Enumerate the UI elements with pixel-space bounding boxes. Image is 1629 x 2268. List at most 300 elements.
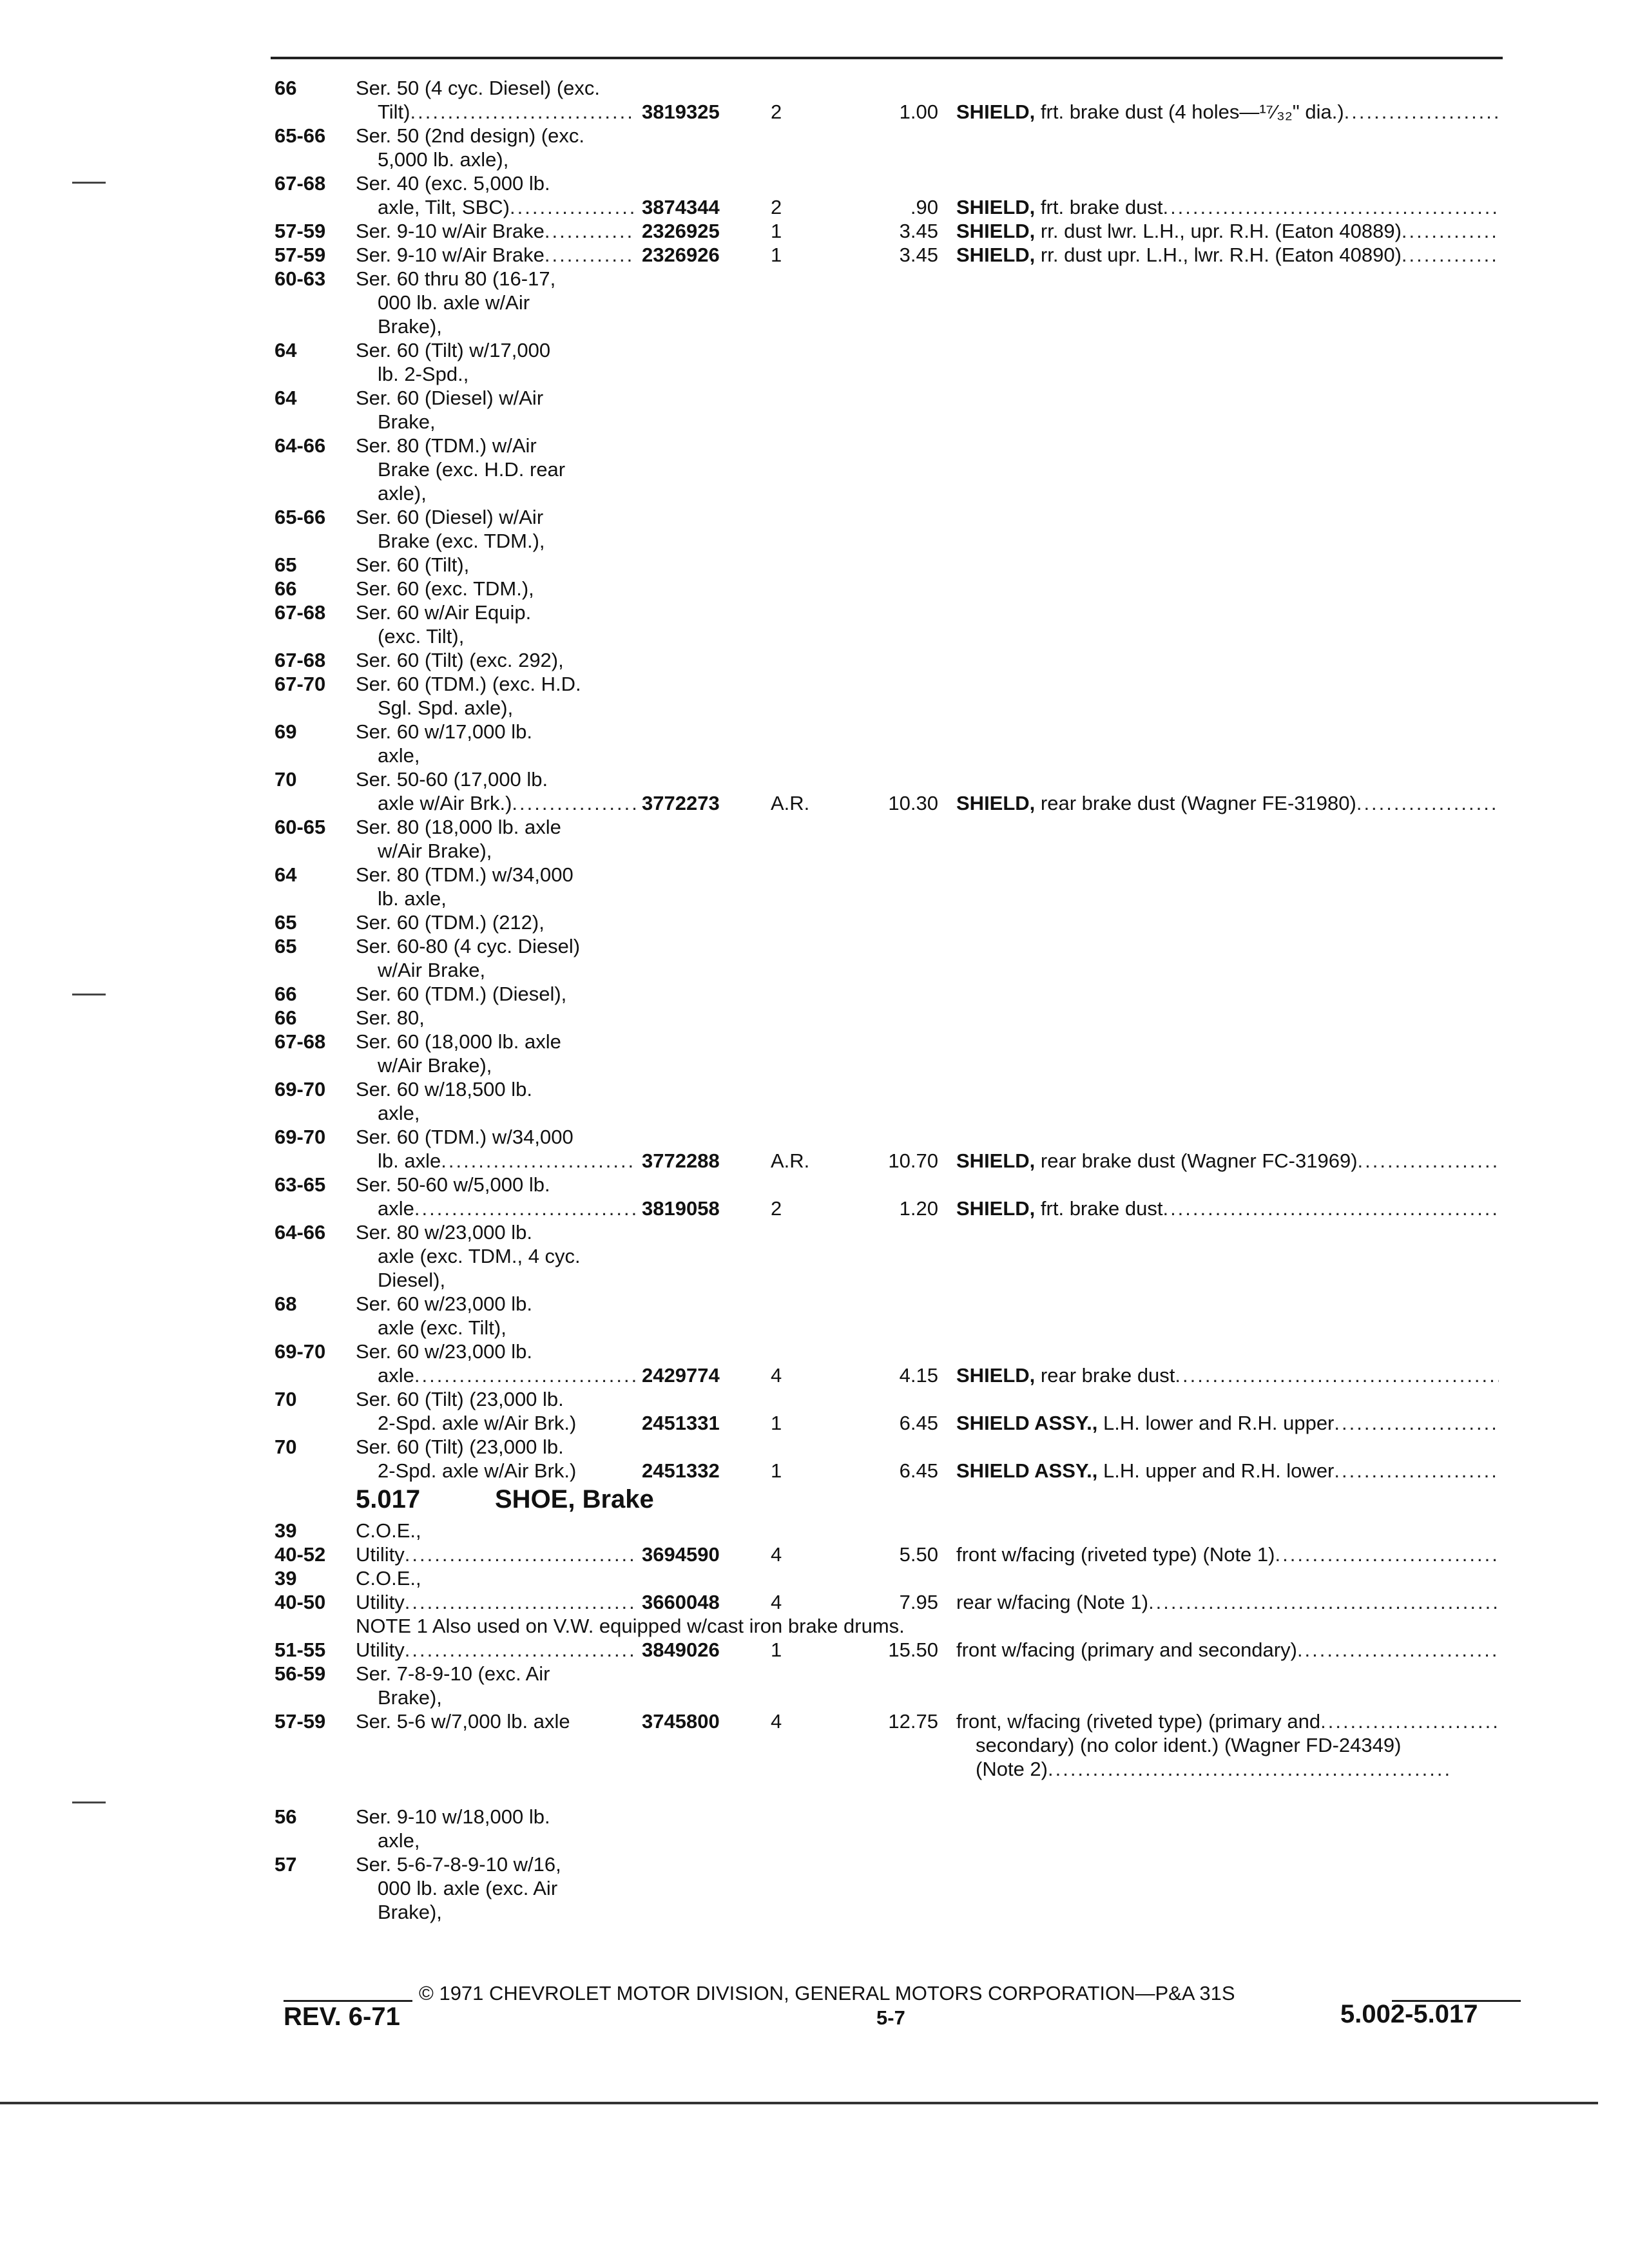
table-row [275, 1125, 1518, 1149]
application-description [356, 863, 574, 887]
leader-dots [414, 1363, 635, 1387]
table-row [275, 1006, 1518, 1030]
application-description [356, 434, 537, 457]
application-description [356, 1077, 532, 1101]
table-row [275, 744, 1518, 767]
leader-dots [1162, 1196, 1499, 1220]
table-row [275, 958, 1518, 982]
application-description [356, 982, 566, 1006]
model-year: 60-63 [275, 267, 326, 290]
application-description [378, 1876, 557, 1900]
price: 4.15 [899, 1364, 938, 1387]
table-row [275, 1876, 1518, 1900]
application-text: C.O.E., [356, 1519, 421, 1542]
application-description [378, 744, 419, 767]
application-description [378, 1244, 581, 1268]
table-row [275, 76, 1518, 100]
table-row [275, 1566, 1518, 1590]
application-text: Ser. 9-10 w/Air Brake [356, 244, 545, 266]
application-text: Ser. 60 (Diesel) w/Air [356, 506, 544, 528]
application-description [378, 887, 447, 910]
application-description [356, 76, 600, 100]
table-row [275, 1686, 1518, 1709]
application-description [356, 1662, 550, 1686]
application-text: Ser. 60 w/Air Equip. [356, 601, 532, 624]
application-text: Brake), [378, 1686, 442, 1709]
application-text: Ser. 80 (18,000 lb. axle [356, 816, 561, 838]
application-text: Ser. 40 (exc. 5,000 lb. [356, 172, 550, 195]
application-description [356, 1292, 532, 1316]
leader-dots [405, 1542, 635, 1566]
price: 1.00 [899, 101, 938, 123]
application-text: 000 lb. axle (exc. Air [378, 1877, 558, 1899]
application-text: Ser. 7-8-9-10 (exc. Air [356, 1662, 550, 1685]
leader-dots [1148, 1590, 1499, 1614]
table-row [275, 1852, 1518, 1876]
model-year: 67-68 [275, 1030, 326, 1053]
price: 6.45 [899, 1459, 938, 1482]
part-name: SHIELD, [956, 220, 1036, 242]
bottom-rule [0, 2102, 1598, 2104]
quantity: 4 [771, 1591, 782, 1613]
application-description [356, 267, 555, 291]
leader-dots [1162, 195, 1499, 219]
table-row [275, 910, 1518, 934]
application-text: Ser. 60 (Tilt) (exc. 292), [356, 649, 564, 671]
application-text: Ser. 60 w/17,000 lb. [356, 720, 533, 743]
part-detail: rear brake dust (Wagner FE-31980) [1040, 792, 1356, 814]
leader-dots [1402, 243, 1499, 267]
application-text: Brake), [378, 1901, 442, 1923]
application-description [356, 1030, 561, 1053]
model-year: 70 [275, 1388, 297, 1410]
table-row [275, 863, 1518, 887]
model-year: 67-68 [275, 172, 326, 195]
application-description [356, 243, 635, 267]
application-description [356, 171, 550, 195]
table-row [275, 410, 1518, 434]
model-year: 65-66 [275, 506, 326, 528]
application-description [378, 1459, 576, 1483]
model-year: 65 [275, 553, 297, 576]
table-row [275, 1662, 1518, 1686]
table-row [275, 1519, 1518, 1542]
quantity: 2 [771, 1197, 782, 1220]
leader-dots [512, 791, 635, 815]
table-row [275, 481, 1518, 505]
table-row [275, 1411, 1518, 1435]
part-number: 3819058 [642, 1197, 720, 1220]
leader-dots [1402, 219, 1499, 243]
application-text: lb. 2-Spd., [378, 363, 469, 385]
part-detail: frt. brake dust [1040, 196, 1163, 218]
part-number: 2451331 [642, 1412, 720, 1434]
model-year: 69-70 [275, 1078, 326, 1100]
application-text: Utility [356, 1591, 405, 1613]
application-text: 2-Spd. axle w/Air Brk.) [378, 1459, 577, 1482]
application-description [378, 839, 492, 863]
part-number: 3772273 [642, 792, 720, 814]
section-range: 5.002-5.017 [1340, 2000, 1478, 2028]
part-detail: rear brake dust [1040, 1364, 1175, 1387]
table-row [275, 1459, 1518, 1483]
part-description [956, 1709, 1499, 1733]
part-detail: secondary) (no color ident.) (Wagner FD-24349) [976, 1734, 1402, 1756]
application-description [356, 720, 532, 744]
application-description [378, 481, 427, 505]
application-text: axle (exc. TDM., 4 cyc. [378, 1245, 581, 1267]
application-description [356, 767, 548, 791]
application-text: Brake), [378, 315, 442, 338]
application-description [356, 553, 469, 577]
revision-label: REV. 6-71 [284, 2003, 400, 2031]
application-description [378, 457, 565, 481]
application-text: Ser. 50-60 w/5,000 lb. [356, 1173, 550, 1196]
model-year: 57-59 [275, 220, 326, 242]
application-text: Brake, [378, 410, 436, 433]
margin-mark [72, 994, 106, 995]
quantity: 4 [771, 1543, 782, 1566]
table-row [275, 648, 1518, 672]
leader-dots [405, 1590, 635, 1614]
table-row [275, 505, 1518, 529]
price: 10.30 [888, 792, 938, 814]
section-heading [275, 1483, 1518, 1519]
application-description [356, 1173, 550, 1196]
table-row [275, 791, 1518, 815]
part-description [956, 243, 1499, 267]
part-detail: L.H. lower and R.H. upper [1103, 1412, 1335, 1434]
table-row [275, 1387, 1518, 1411]
application-text: Ser. 60 (TDM.) (212), [356, 911, 545, 934]
application-description [356, 601, 531, 624]
application-text: axle [378, 1197, 414, 1220]
table-row [275, 291, 1518, 314]
part-name: SHIELD, [956, 1197, 1036, 1220]
table-row [275, 767, 1518, 791]
copyright-text: © 1971 CHEVROLET MOTOR DIVISION, GENERAL MOTORS CORPORATION—P&A 31S [419, 1982, 1235, 2004]
price: 15.50 [888, 1639, 938, 1661]
application-description [378, 1196, 635, 1220]
top-rule [271, 57, 1503, 59]
leader-dots [1175, 1363, 1499, 1387]
application-text: Ser. 9-10 w/Air Brake [356, 220, 545, 242]
table-row [275, 1030, 1518, 1053]
quantity: 1 [771, 1459, 782, 1482]
part-detail: L.H. upper and R.H. lower [1103, 1459, 1335, 1482]
leader-dots [441, 1149, 635, 1173]
table-row [275, 1220, 1518, 1244]
quantity: 4 [771, 1710, 782, 1733]
table-row [275, 696, 1518, 720]
application-description [356, 1006, 425, 1030]
application-text: Ser. 60 w/18,500 lb. [356, 1078, 533, 1100]
price: 12.75 [888, 1710, 938, 1733]
model-year: 63-65 [275, 1173, 326, 1196]
leader-dots [1356, 791, 1499, 815]
part-detail: rear w/facing (Note 1) [956, 1591, 1149, 1613]
application-text: axle, [378, 744, 420, 767]
application-text: 000 lb. axle w/Air [378, 291, 530, 314]
application-description [356, 1852, 561, 1876]
application-description [378, 1411, 576, 1435]
application-text: Ser. 60 (18,000 lb. axle [356, 1030, 561, 1053]
part-detail: (Note 2) [976, 1758, 1048, 1780]
application-description [356, 1340, 532, 1363]
table-row [275, 267, 1518, 291]
table-row [275, 1196, 1518, 1220]
part-number: 2429774 [642, 1364, 720, 1387]
application-description [378, 1268, 445, 1292]
application-description [356, 124, 584, 148]
model-year: 64-66 [275, 434, 326, 457]
application-text: w/Air Brake), [378, 840, 492, 862]
table-row [275, 529, 1518, 553]
table-row [275, 195, 1518, 219]
table-row [275, 386, 1518, 410]
model-year: 67-68 [275, 601, 326, 624]
part-detail: rear brake dust (Wagner FC-31969) [1040, 1149, 1358, 1172]
application-text: Ser. 60 (Diesel) w/Air [356, 387, 544, 409]
application-description [378, 195, 635, 219]
table-row [275, 1292, 1518, 1316]
application-text: Ser. 60 w/23,000 lb. [356, 1340, 533, 1363]
part-number: 3772288 [642, 1149, 720, 1172]
part-description [956, 1638, 1499, 1662]
model-year: 64-66 [275, 1221, 326, 1244]
part-description [956, 1590, 1499, 1614]
part-description [956, 1149, 1499, 1173]
table-row [275, 457, 1518, 481]
table-row [275, 434, 1518, 457]
part-description [956, 195, 1499, 219]
application-text: lb. axle, [378, 887, 447, 910]
table-row [275, 839, 1518, 863]
table-row [275, 1781, 1518, 1805]
footer-copyright-line [284, 1982, 1521, 2008]
application-description [356, 648, 564, 672]
model-year: 70 [275, 1436, 297, 1458]
price: 3.45 [899, 244, 938, 266]
model-year: 66 [275, 77, 297, 99]
leader-dots [510, 195, 635, 219]
leader-dots [1048, 1757, 1499, 1781]
table-row [275, 1101, 1518, 1125]
application-text: Ser. 80 (TDM.) w/Air [356, 434, 537, 457]
leader-dots [1344, 100, 1499, 124]
table-row [275, 1173, 1518, 1196]
application-description [356, 1125, 574, 1149]
application-text: axle, [378, 1102, 420, 1124]
application-text: Diesel), [378, 1269, 446, 1291]
application-description [378, 791, 635, 815]
model-year: 39 [275, 1567, 297, 1590]
leader-dots [1297, 1638, 1499, 1662]
application-text: Ser. 60 (Tilt) (23,000 lb. [356, 1436, 564, 1458]
leader-dots [405, 1638, 635, 1662]
part-number: 3874344 [642, 196, 720, 218]
model-year: 65-66 [275, 124, 326, 147]
part-description [956, 1542, 1499, 1566]
application-text: Ser. 50 (4 cyc. Diesel) (exc. [356, 77, 601, 99]
table-row [275, 887, 1518, 910]
model-year: 56 [275, 1805, 297, 1828]
application-description [378, 958, 485, 982]
application-text: Utility [356, 1543, 405, 1566]
table-row [275, 1805, 1518, 1829]
price: 1.20 [899, 1197, 938, 1220]
model-year: 39 [275, 1519, 297, 1542]
table-row [275, 1709, 1518, 1733]
model-year: 57 [275, 1853, 297, 1876]
part-number: 3694590 [642, 1543, 720, 1566]
part-name: SHIELD, [956, 792, 1036, 814]
price: 7.95 [899, 1591, 938, 1613]
application-text: Ser. 60 (TDM.) (Diesel), [356, 983, 567, 1005]
application-description [378, 1149, 635, 1173]
application-description [378, 410, 436, 434]
table-row [275, 338, 1518, 362]
section-number: 5.017 [356, 1485, 421, 1514]
leader-dots [545, 243, 635, 267]
application-description [356, 1220, 532, 1244]
part-name: SHIELD ASSY., [956, 1459, 1098, 1482]
model-year: 40-50 [275, 1591, 326, 1613]
part-number: 2326925 [642, 220, 720, 242]
application-description [378, 1316, 506, 1340]
application-description [356, 815, 561, 839]
part-description [956, 791, 1499, 815]
application-description [356, 1435, 564, 1459]
table-row [275, 624, 1518, 648]
application-text: Ser. 60 thru 80 (16-17, [356, 267, 556, 290]
application-description [356, 1542, 635, 1566]
table-row [275, 148, 1518, 171]
table-row [275, 577, 1518, 601]
price: 3.45 [899, 220, 938, 242]
model-year: 69-70 [275, 1126, 326, 1148]
quantity: 4 [771, 1364, 782, 1387]
table-row [275, 1077, 1518, 1101]
parts-list [275, 76, 1518, 1924]
part-description [956, 100, 1499, 124]
table-row [275, 1340, 1518, 1363]
margin-mark [72, 1802, 106, 1803]
application-description [378, 1101, 419, 1125]
model-year: 69 [275, 720, 297, 743]
table-row [275, 1590, 1518, 1614]
table-row [275, 124, 1518, 148]
table-row [275, 1638, 1518, 1662]
application-text: Ser. 60-80 (4 cyc. Diesel) [356, 935, 581, 957]
table-row [275, 362, 1518, 386]
table-row [275, 314, 1518, 338]
model-year: 66 [275, 1006, 297, 1029]
leader-dots [410, 100, 636, 124]
model-year: 57-59 [275, 1710, 326, 1733]
table-row [275, 553, 1518, 577]
model-year: 64 [275, 387, 297, 409]
model-year: 65 [275, 911, 297, 934]
table-row [275, 982, 1518, 1006]
application-description [356, 338, 550, 362]
table-row [275, 1829, 1518, 1852]
quantity: A.R. [771, 792, 810, 814]
application-text: Utility [356, 1639, 405, 1661]
leader-dots [1358, 1149, 1499, 1173]
model-year: 67-68 [275, 649, 326, 671]
table-row [275, 672, 1518, 696]
application-description [378, 529, 545, 553]
application-description [356, 910, 545, 934]
table-row [275, 1435, 1518, 1459]
application-description [378, 100, 635, 124]
application-text: axle w/Air Brk.) [378, 792, 512, 814]
application-text: axle [378, 1364, 414, 1387]
application-description [356, 577, 534, 601]
application-description [356, 1805, 550, 1829]
model-year: 69-70 [275, 1340, 326, 1363]
application-description [356, 505, 543, 529]
application-description [378, 1829, 419, 1852]
section-title: SHOE, Brake [495, 1485, 654, 1514]
model-year: 70 [275, 768, 297, 791]
footer-rule [284, 2000, 412, 2002]
part-detail: frt. brake dust (4 holes—¹⁷⁄₃₂" dia.) [1040, 101, 1344, 123]
application-text: w/Air Brake), [378, 1054, 492, 1077]
table-row [275, 1757, 1518, 1781]
margin-mark [72, 182, 106, 184]
model-year: 67-70 [275, 673, 326, 695]
table-row [275, 171, 1518, 195]
part-description [956, 1411, 1499, 1435]
application-text: Ser. 50-60 (17,000 lb. [356, 768, 548, 791]
application-description [378, 624, 464, 648]
application-description [356, 1519, 421, 1542]
application-text: Ser. 60 (exc. TDM.), [356, 577, 534, 600]
application-text: Ser. 80 w/23,000 lb. [356, 1221, 533, 1244]
application-description [356, 386, 543, 410]
table-row [275, 1053, 1518, 1077]
application-text: Ser. 60 (Tilt), [356, 553, 470, 576]
application-text: 5,000 lb. axle), [378, 148, 509, 171]
model-year: 68 [275, 1293, 297, 1315]
application-description [356, 1387, 564, 1411]
application-text: Brake (exc. TDM.), [378, 530, 545, 552]
application-text: Ser. 60 (TDM.) w/34,000 [356, 1126, 574, 1148]
table-row [275, 100, 1518, 124]
model-year: 56-59 [275, 1662, 326, 1685]
application-text: Ser. 80, [356, 1006, 425, 1029]
application-text: axle, Tilt, SBC) [378, 196, 510, 218]
price: 6.45 [899, 1412, 938, 1434]
part-description [956, 1363, 1499, 1387]
application-description [378, 1900, 442, 1924]
part-name: SHIELD ASSY., [956, 1412, 1098, 1434]
application-description [356, 1709, 570, 1733]
note-text: NOTE 1 Also used on V.W. equipped w/cast iron brake drums. [356, 1615, 905, 1637]
table-row [275, 1244, 1518, 1268]
application-text: Ser. 60 w/23,000 lb. [356, 1293, 533, 1315]
application-text: Ser. 60 (TDM.) (exc. H.D. [356, 673, 581, 695]
application-description [378, 1686, 442, 1709]
part-number: 3819325 [642, 101, 720, 123]
application-description [378, 696, 513, 720]
price: 5.50 [899, 1543, 938, 1566]
quantity: 1 [771, 220, 782, 242]
part-detail: front w/facing (primary and secondary) [956, 1639, 1297, 1661]
application-description [378, 148, 508, 171]
